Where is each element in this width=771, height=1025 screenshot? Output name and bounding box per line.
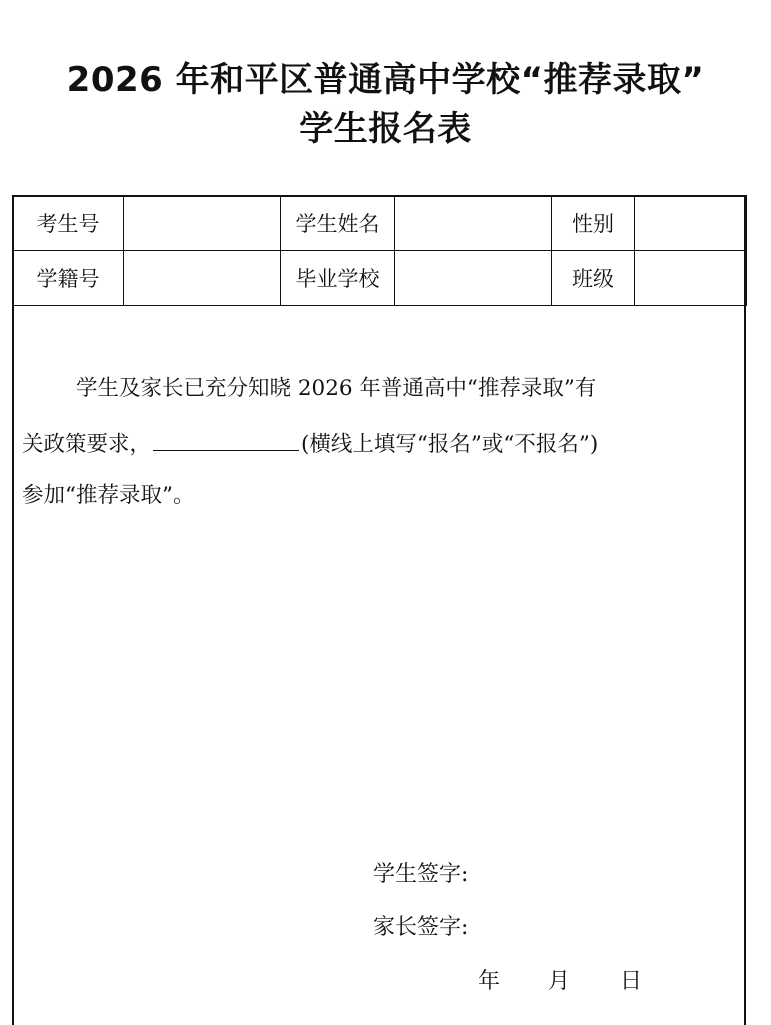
student-signature-label: 学生签字: bbox=[373, 862, 469, 887]
graduating-school-label: 毕业学校 bbox=[281, 251, 395, 306]
class-label: 班级 bbox=[552, 251, 635, 306]
exam-number-field[interactable] bbox=[124, 196, 281, 251]
registration-choice-blank[interactable] bbox=[153, 428, 299, 451]
class-field[interactable] bbox=[635, 251, 747, 306]
date-day-label: 日 bbox=[620, 969, 643, 994]
statement-line-2-after: (横线上填写“报名”或“不报名”) bbox=[301, 432, 599, 457]
date-month-label: 月 bbox=[548, 969, 571, 994]
table-row bbox=[13, 196, 747, 251]
parent-signature-label: 家长签字: bbox=[373, 915, 469, 940]
student-registry-field[interactable] bbox=[124, 251, 281, 306]
exam-number-label: 考生号 bbox=[13, 196, 124, 251]
student-name-field[interactable] bbox=[395, 196, 552, 251]
date-line bbox=[478, 964, 642, 995]
graduating-school-field[interactable] bbox=[395, 251, 552, 306]
statement-line-3: 参加“推荐录取”。 bbox=[22, 483, 195, 508]
student-registry-label: 学籍号 bbox=[13, 251, 124, 306]
statement-line-2-before: 关政策要求， bbox=[22, 432, 152, 457]
form-frame bbox=[12, 195, 746, 1025]
gender-field[interactable] bbox=[635, 196, 747, 251]
form-title-line-1: 2026 年和平区普通高中学校“推荐录取” bbox=[66, 60, 705, 100]
statement-line-1: 学生及家长已充分知晓 2026 年普通高中“推荐录取”有 bbox=[76, 376, 597, 401]
table-row bbox=[13, 251, 747, 306]
student-name-label: 学生姓名 bbox=[281, 196, 395, 251]
form-title-line-2: 学生报名表 bbox=[299, 109, 472, 149]
student-info-table bbox=[12, 195, 747, 306]
gender-label: 性别 bbox=[552, 196, 635, 251]
date-year-label: 年 bbox=[478, 969, 501, 994]
statement-line-2 bbox=[22, 428, 744, 460]
